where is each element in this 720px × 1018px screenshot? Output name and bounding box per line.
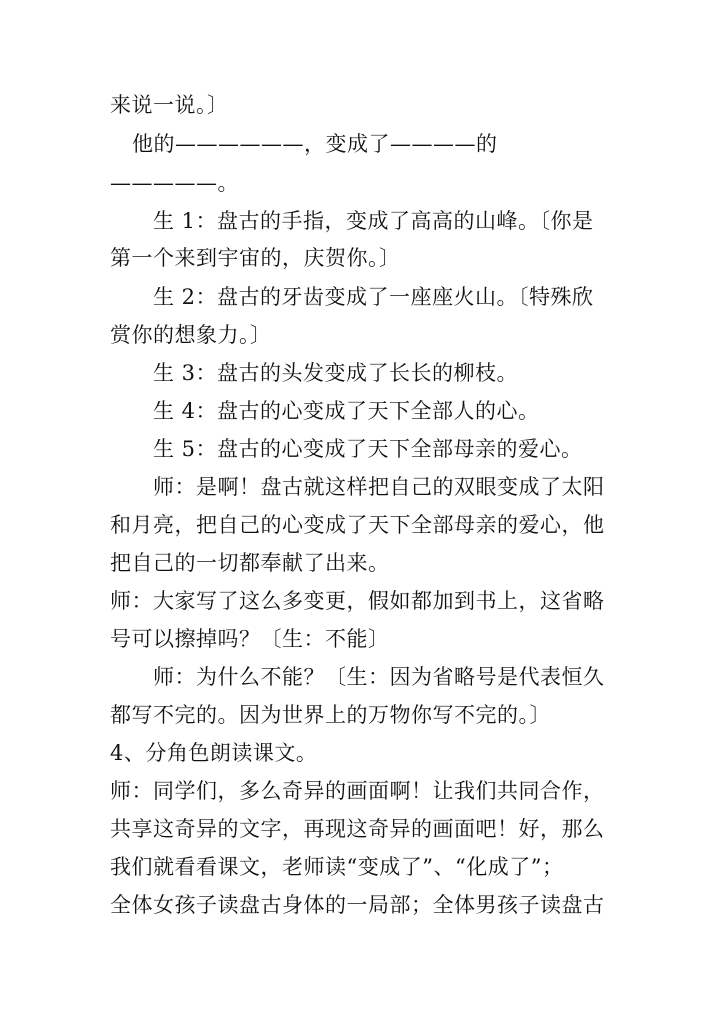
text-line: 师：同学们，多么奇异的画面啊！让我们共同合作， [110, 779, 605, 803]
text-line: 他的——————，变成了————的 [132, 132, 498, 156]
text-line: —————。 [110, 171, 239, 195]
text-line: 生 4：盘古的心变成了天下全部人的心。 [153, 399, 540, 423]
text-line: 把自己的一切都奉献了出来。 [110, 551, 390, 575]
text-line: 师：是啊！盘古就这样把自己的双眼变成了太阳 [153, 475, 605, 499]
text-line: 生 2：盘古的牙齿变成了一座座火山。〔特殊欣 [153, 285, 594, 309]
text-line: 生 3：盘古的头发变成了长长的柳枝。 [153, 361, 519, 385]
text-line: 师：为什么不能？〔生：因为省略号是代表恒久 [153, 665, 605, 689]
text-line: 共享这奇异的文字，再现这奇异的画面吧！好，那么 [110, 817, 605, 841]
text-line: 4、分角色朗读课文。 [110, 741, 318, 765]
text-line: 都写不完的。因为世界上的万物你写不完的。〕 [110, 703, 551, 727]
text-line: 赏你的想象力。〕 [110, 323, 272, 347]
text-line: 第一个来到宇宙的，庆贺你。〕 [110, 246, 401, 270]
text-line: 我们就看看课文，老师读“变成了”、“化成了”； [110, 855, 564, 879]
text-line: 生 5：盘古的心变成了天下全部母亲的爱心。 [153, 437, 583, 461]
text-line: 和月亮，把自己的心变成了天下全部母亲的爱心，他 [110, 513, 605, 537]
text-line: 来说一说。〕 [110, 93, 229, 117]
text-line: 师：大家写了这么多变更，假如都加到书上，这省略 [110, 589, 605, 613]
text-line: 全体女孩子读盘古身体的一局部；全体男孩子读盘古 [110, 893, 605, 917]
text-line: 号可以擦掉吗？〔生：不能〕 [110, 627, 390, 651]
text-line: 生 1：盘古的手指，变成了高高的山峰。〔你是 [153, 209, 594, 233]
